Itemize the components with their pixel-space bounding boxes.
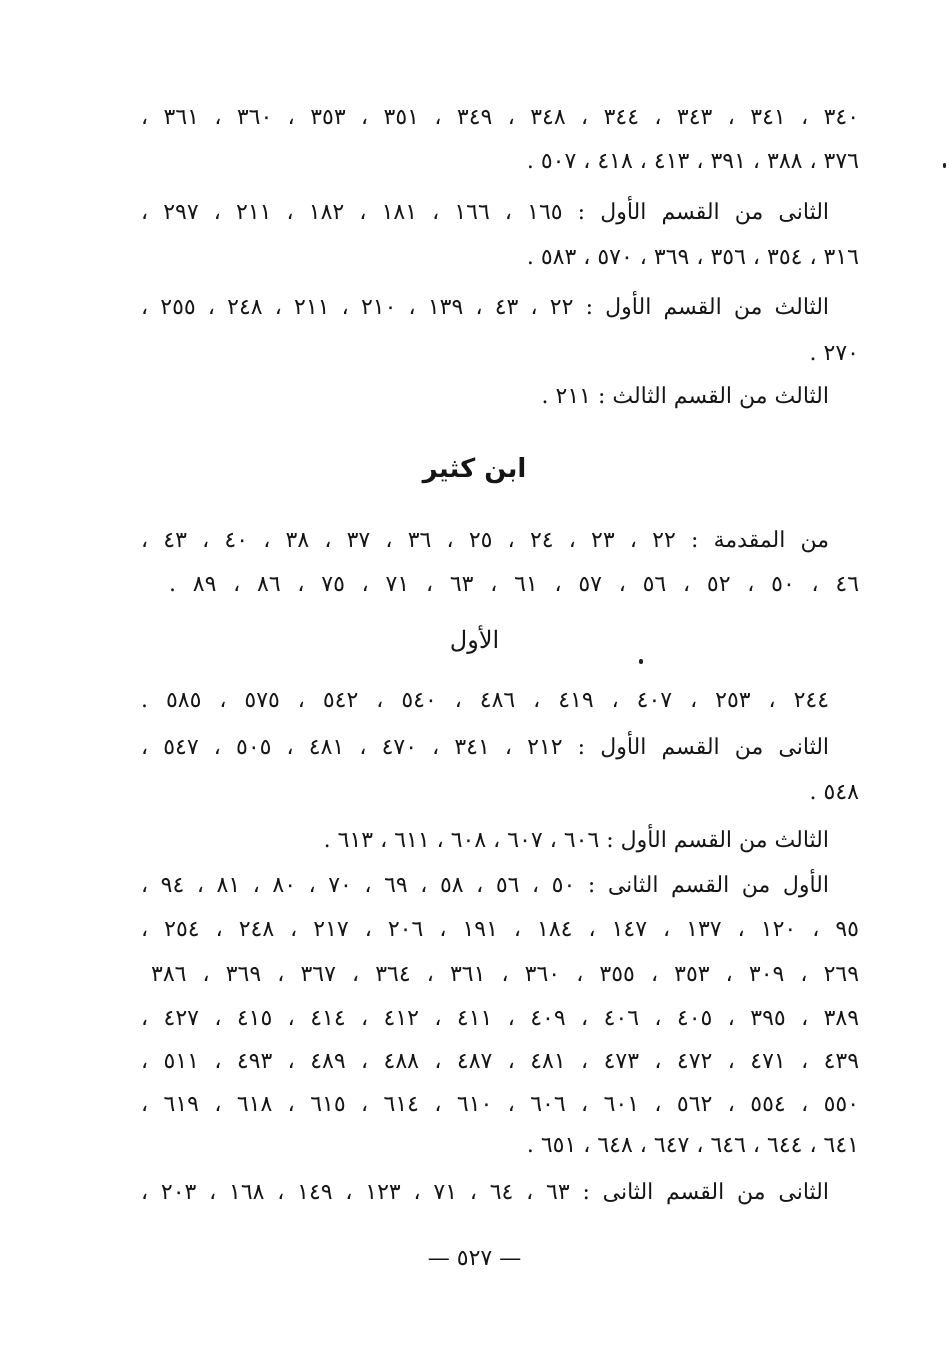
ink-speck bbox=[943, 163, 946, 168]
ink-speck bbox=[639, 659, 643, 664]
index-line: ٤٣٩ ، ٤٧١ ، ٤٧٢ ، ٤٧٣ ، ٤٨١ ، ٤٨٧ ، ٤٨٨ ، ٤٨٩ ، ٤٩٣ ، ٥١١ ، bbox=[141, 1049, 860, 1074]
index-line: ٥٤٨ . bbox=[809, 780, 859, 805]
section-heading: ابن كثير bbox=[422, 454, 527, 484]
subsection-heading: الأول bbox=[449, 626, 500, 654]
index-line: الثانى من القسم الثانى : ٦٣ ، ٦٤ ، ٧١ ، ١٢٣ ، ١٤٩ ، ١٦٨ ، ٢٠٣ ، bbox=[141, 1180, 829, 1205]
page-number: — ٥٢٧ — bbox=[427, 1246, 522, 1271]
index-line: من المقدمة : ٢٢ ، ٢٣ ، ٢٤ ، ٢٥ ، ٣٦ ، ٣٧ ، ٣٨ ، ٤٠ ، ٤٣ ، bbox=[141, 528, 830, 553]
index-line: الثانى من القسم الأول : ١٦٥ ، ١٦٦ ، ١٨١ ، ١٨٢ ، ٢١١ ، ٢٩٧ ، bbox=[141, 200, 830, 225]
index-line: ٣١٦ ، ٣٥٤ ، ٣٥٦ ، ٣٦٩ ، ٥٧٠ ، ٥٨٣ . bbox=[526, 245, 859, 270]
index-line: الأول من القسم الثانى : ٥٠ ، ٥٦ ، ٥٨ ، ٦٩ ، ٧٠ ، ٨٠ ، ٨١ ، ٩٤ ، bbox=[141, 873, 829, 898]
index-line: ٤٦ ، ٥٠ ، ٥٢ ، ٥٦ ، ٥٧ ، ٦١ ، ٦٣ ، ٧١ ، ٧٥ ، ٨٦ ، ٨٩ . bbox=[169, 572, 860, 597]
index-line: ٣٤٠ ، ٣٤١ ، ٣٤٣ ، ٣٤٤ ، ٣٤٨ ، ٣٤٩ ، ٣٥١ ، ٣٥٣ ، ٣٦٠ ، ٣٦١ ، bbox=[141, 105, 860, 130]
index-line: الثالث من القسم الأول : ٦٠٦ ، ٦٠٧ ، ٦٠٨ ، ٦١١ ، ٦١٣ . bbox=[323, 828, 829, 853]
index-line: ٣٨٩ ، ٣٩٥ ، ٤٠٥ ، ٤٠٦ ، ٤٠٩ ، ٤١١ ، ٤١٢ ، ٤١٤ ، ٤١٥ ، ٤٢٧ ، bbox=[141, 1006, 860, 1031]
index-line: ٢٤٤ ، ٢٥٣ ، ٤٠٧ ، ٤١٩ ، ٤٨٦ ، ٥٤٠ ، ٥٤٢ ، ٥٧٥ ، ٥٨٥ . bbox=[141, 688, 830, 713]
index-line: ٢٦٩ ، ٣٠٩ ، ٣٥٣ ، ٣٥٥ ، ٣٦٠ ، ٣٦١ ، ٣٦٤ ، ٣٦٧ ، ٣٦٩ ، ٣٨٦ bbox=[151, 962, 860, 987]
index-line: ٣٧٦ ، ٣٨٨ ، ٣٩١ ، ٤١٣ ، ٤١٨ ، ٥٠٧ . bbox=[526, 149, 859, 174]
index-line: ٥٥٠ ، ٥٥٤ ، ٥٦٢ ، ٦٠١ ، ٦٠٦ ، ٦١٠ ، ٦١٤ ، ٦١٥ ، ٦١٨ ، ٦١٩ ، bbox=[141, 1092, 860, 1117]
index-line: ٦٤١ ، ٦٤٤ ، ٦٤٦ ، ٦٤٧ ، ٦٤٨ ، ٦٥١ . bbox=[526, 1133, 859, 1158]
index-line: ٩٥ ، ١٢٠ ، ١٣٧ ، ١٤٧ ، ١٨٤ ، ١٩١ ، ٢٠٦ ، ٢١٧ ، ٢٤٨ ، ٢٥٤ ، bbox=[141, 917, 859, 942]
index-line: ٢٧٠ . bbox=[809, 341, 859, 366]
index-line: الثالث من القسم الأول : ٢٢ ، ٤٣ ، ١٣٩ ، ٢١٠ ، ٢١١ ، ٢٤٨ ، ٢٥٥ ، bbox=[141, 295, 830, 320]
index-line: الثانى من القسم الأول : ٢١٢ ، ٣٤١ ، ٤٧٠ ، ٤٨١ ، ٥٠٥ ، ٥٤٧ ، bbox=[141, 735, 830, 760]
index-line: الثالث من القسم الثالث : ٢١١ . bbox=[541, 384, 829, 409]
